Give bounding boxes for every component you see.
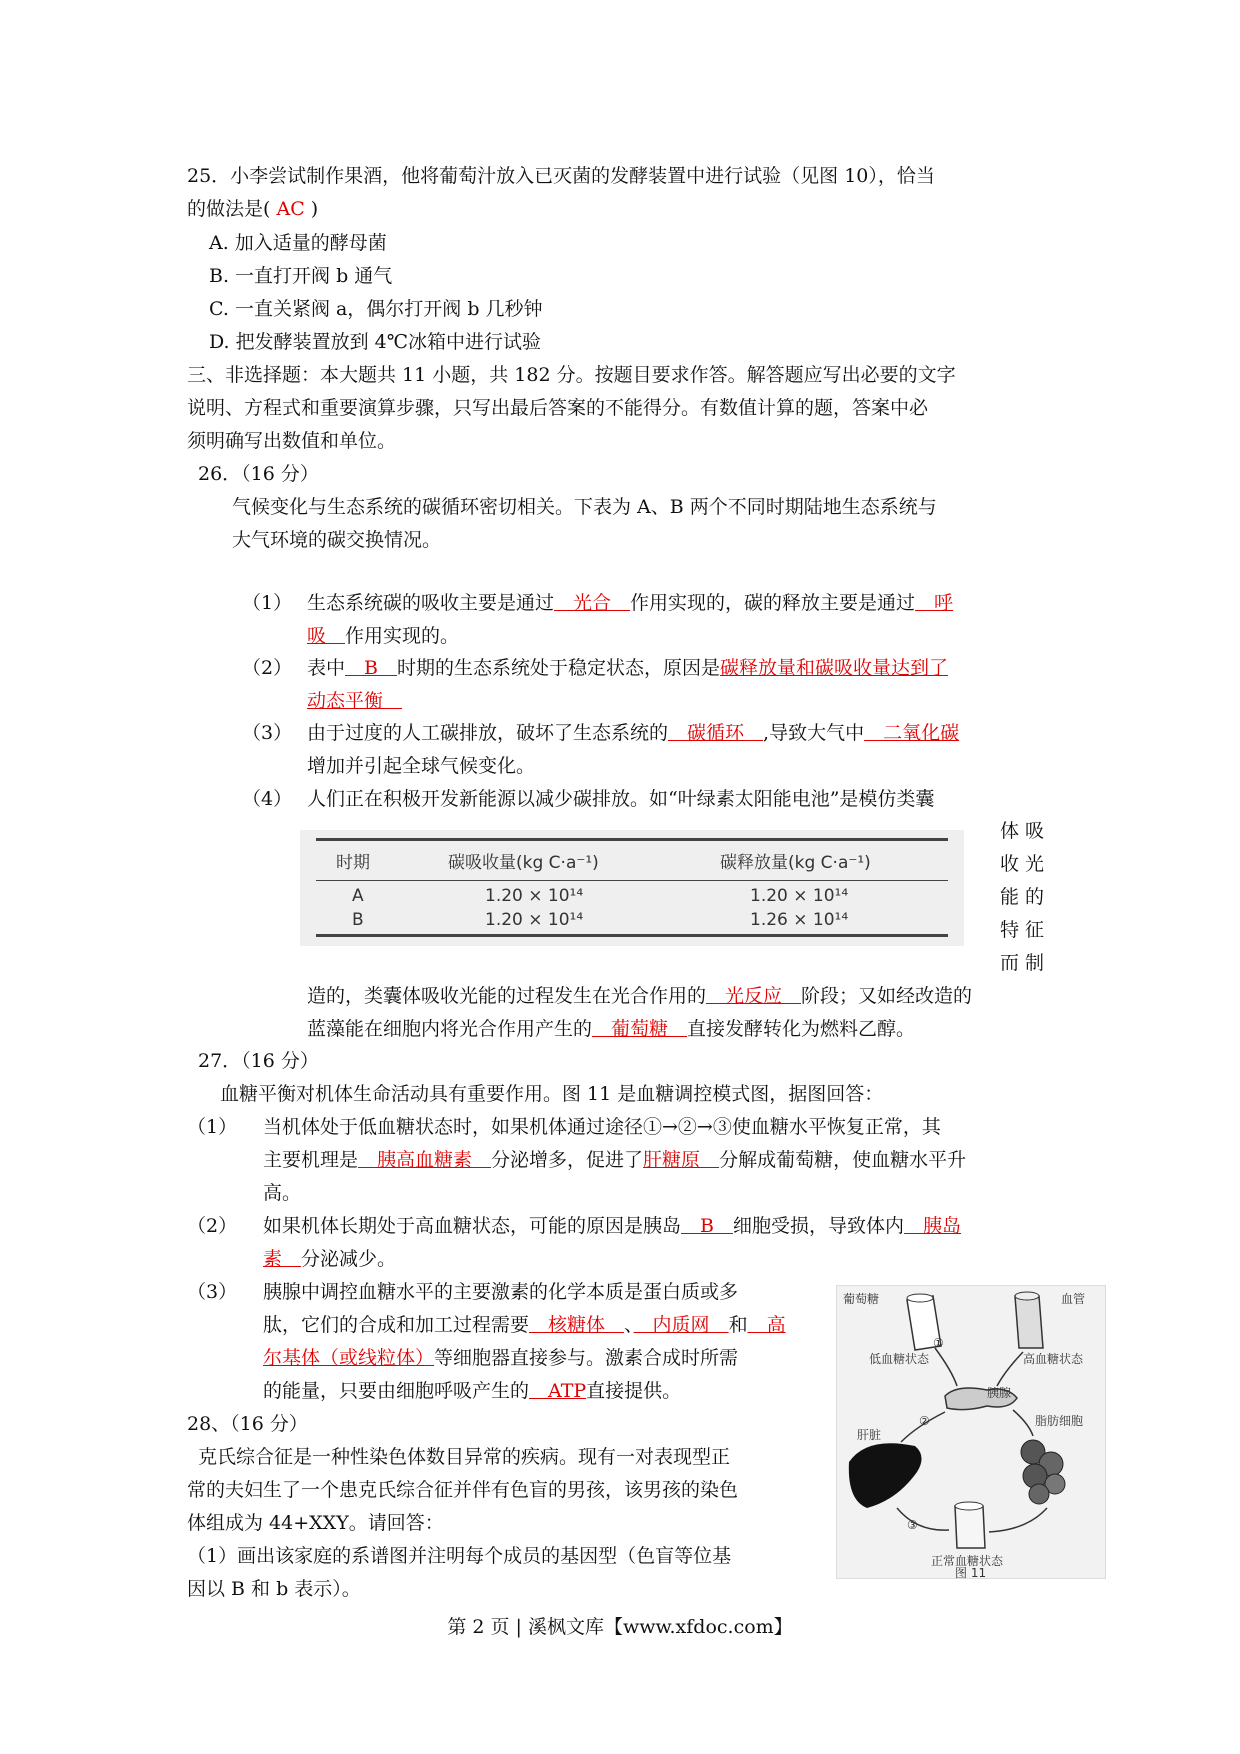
section3-line2: 说明、方程式和重要演算步骤，只写出最后答案的不能得分。有数值计算的题，答案中必 xyxy=(187,397,929,419)
table-top-rule xyxy=(316,838,948,841)
q26-p1-line2 xyxy=(307,620,459,652)
q28-line5: 因以 B 和 b 表示）。 xyxy=(187,1578,361,1600)
liver-icon xyxy=(849,1443,922,1508)
q25-stem-prefix: 的做法是( xyxy=(187,198,271,220)
q26-p1-answer-respiration-b: 吸 xyxy=(307,625,346,647)
q26-p3-text-b: ,导致大气中 xyxy=(763,722,865,744)
q26-p3-answer-co2: 二氧化碳 xyxy=(864,722,960,744)
figure-step-2: ② xyxy=(919,1414,930,1428)
arrow-liver-to-normal xyxy=(897,1508,949,1530)
q28-line3: 体组成为 44+XXY。请回答： xyxy=(187,1512,444,1534)
q27-p3-answer-golgi-b: 尔基体（或线粒体） xyxy=(263,1347,435,1369)
q27-p3-line2 xyxy=(263,1309,786,1341)
q27-p2-text-a: 如果机体长期处于高血糖状态，可能的原因是胰岛 xyxy=(263,1215,682,1237)
q27-intro: 血糖平衡对机体生命活动具有重要作用。图 11 是血糖调控模式图，据图回答： xyxy=(220,1083,884,1105)
q28-line1: 克氏综合征是一种性染色体数目异常的疾病。现有一对表现型正 xyxy=(198,1446,731,1468)
q25-answer: AC xyxy=(276,198,305,220)
q27-heading: 27．（16 分） xyxy=(198,1050,319,1072)
q25-option-c: C. 一直关紧阀 a，偶尔打开阀 b 几秒钟 xyxy=(209,298,543,320)
q27-p2-text-c: 分泌减少。 xyxy=(301,1248,397,1270)
fat-cells-icon xyxy=(1021,1440,1065,1504)
q26-p4-side-5: 而 制 xyxy=(1000,952,1045,974)
arrow-low-to-pancreas xyxy=(935,1348,957,1386)
carbon-exchange-table xyxy=(300,830,964,946)
q26-p2-line1 xyxy=(307,652,948,684)
high-sugar-vessel-icon xyxy=(1015,1292,1043,1348)
figure-label-normal: 正常血糖状态 xyxy=(931,1554,1004,1568)
q26-p1-answer-respiration-a: 呼 xyxy=(915,592,954,614)
q26-p2-line2 xyxy=(307,685,402,717)
q26-p3-answer-carbon-cycle: 碳循环 xyxy=(668,722,764,744)
q26-p1-answer-photosynthesis: 光合 xyxy=(554,592,631,614)
figure-label-high: 高血糖状态 xyxy=(1023,1352,1084,1366)
table-cell-b-release: 1.26 × 10¹⁴ xyxy=(750,910,849,930)
q26-p2-number: （2） xyxy=(242,657,293,679)
q27-p1-line3: 高。 xyxy=(263,1182,302,1204)
figure-caption: 图 11 xyxy=(955,1566,987,1580)
q26-p2-text-b: 时期的生态系统处于稳定状态，原因是 xyxy=(396,657,720,679)
figure-step-1: ① xyxy=(933,1336,944,1350)
q26-p4-text-d: 蓝藻能在细胞内将光合作用产生的 xyxy=(307,1018,593,1040)
q27-p2-number: （2） xyxy=(187,1215,238,1237)
q26-p1-text-b: 作用实现的，碳的释放主要是通过 xyxy=(630,592,916,614)
figure-label-vessel: 血管 xyxy=(1061,1292,1086,1306)
q27-p3-answer-atp: ATP xyxy=(529,1380,587,1402)
q27-p1-text-b: 主要机理是 xyxy=(263,1149,359,1171)
q26-p1-text-c: 作用实现的。 xyxy=(345,625,460,647)
q26-p3-text-a: 由于过度的人工碳排放，破坏了生态系统的 xyxy=(307,722,669,744)
section3-line1: 三、非选择题：本大题共 11 小题，共 182 分。按题目要求作答。解答题应写出必要的文字 xyxy=(187,364,956,386)
q26-p2-answer-period: B xyxy=(345,657,397,679)
q26-p4-number: （4） xyxy=(242,788,293,810)
q25-option-a: A. 加入适量的酵母菌 xyxy=(209,232,387,254)
q27-p3-line3 xyxy=(263,1342,738,1374)
q27-p3-text-f: 的能量，只要由细胞呼吸产生的 xyxy=(263,1380,530,1402)
q27-p3-answer-ribosome: 核糖体 xyxy=(529,1314,625,1336)
table-header-period: 时期 xyxy=(336,853,370,873)
q27-p2-answer-b-cell: B xyxy=(681,1215,733,1237)
q26-p3-number: （3） xyxy=(242,722,293,744)
figure-label-glucose: 葡萄糖 xyxy=(843,1292,880,1306)
q27-p3-line4 xyxy=(263,1375,681,1407)
q26-p4-side-2: 收 光 xyxy=(1000,853,1045,875)
figure-label-fat: 脂肪细胞 xyxy=(1035,1414,1084,1428)
q27-p1-number: （1） xyxy=(187,1116,238,1138)
q26-p1-text-a: 生态系统碳的吸收主要是通过 xyxy=(307,592,555,614)
q26-p4-line1: 人们正在积极开发新能源以减少碳排放。如“叶绿素太阳能电池”是模仿类囊 xyxy=(307,788,935,810)
table-cell-a-absorb: 1.20 × 10¹⁴ xyxy=(485,886,584,906)
page-footer: 第 2 页 | 溪枫文库【www.xfdoc.com】 xyxy=(447,1616,793,1638)
arrow-pancreas-to-fat xyxy=(1013,1410,1033,1436)
q26-p4-text-b: 造的，类囊体吸收光能的过程发生在光合作用的 xyxy=(307,985,707,1007)
q26-p1-number: （1） xyxy=(242,592,293,614)
q26-p4-answer-light-reaction: 光反应 xyxy=(706,985,802,1007)
q27-p3-text-e: 等细胞器直接参与。激素合成时所需 xyxy=(434,1347,739,1369)
q27-p1-text-c: 分泌增多，促进了 xyxy=(491,1149,644,1171)
q27-p3-answer-er: 内质网 xyxy=(633,1314,729,1336)
figure-step-3: ③ xyxy=(907,1518,918,1532)
q27-p3-number: （3） xyxy=(187,1281,238,1303)
table-cell-b-period: B xyxy=(352,910,364,930)
q27-p3-text-g: 直接提供。 xyxy=(586,1380,682,1402)
q27-p3-text-c: 、 xyxy=(624,1314,634,1336)
figure-11-blood-sugar-diagram xyxy=(836,1285,1106,1579)
q27-p1-answer-glucagon: 胰高血糖素 xyxy=(358,1149,492,1171)
q25-option-d: D. 把发酵装置放到 4℃冰箱中进行试验 xyxy=(209,331,542,353)
q28-heading: 28、（16 分） xyxy=(187,1413,308,1435)
q25-option-b: B. 一直打开阀 b 通气 xyxy=(209,265,393,287)
table-header-release: 碳释放量(kg C·a⁻¹) xyxy=(720,853,871,873)
q26-p2-text-a: 表中 xyxy=(307,657,346,679)
q27-p2-answer-insulin-a: 胰岛 xyxy=(904,1215,962,1237)
q27-p1-line2 xyxy=(263,1144,966,1176)
q27-p2-line1 xyxy=(263,1210,961,1242)
q27-p3-answer-golgi-a: 高 xyxy=(747,1314,786,1336)
q26-heading: 26．（16 分） xyxy=(198,463,319,485)
q26-p4-side-4: 特 征 xyxy=(1000,919,1045,941)
table-cell-b-absorb: 1.20 × 10¹⁴ xyxy=(485,910,584,930)
q27-p2-text-b: 细胞受损，导致体内 xyxy=(732,1215,904,1237)
q27-p3-line1: 胰腺中调控血糖水平的主要激素的化学本质是蛋白质或多 xyxy=(263,1281,739,1303)
table-bottom-rule xyxy=(316,934,948,937)
q26-p4-text-e: 直接发酵转化为燃料乙醇。 xyxy=(687,1018,916,1040)
table-header-rule xyxy=(316,880,948,881)
q26-p4-text-c: 阶段；又如经改造的 xyxy=(801,985,973,1007)
table-cell-a-period: A xyxy=(352,886,364,906)
table-header-absorb: 碳吸收量(kg C·a⁻¹) xyxy=(448,853,599,873)
q27-p1-line1: 当机体处于低血糖状态时，如果机体通过途径①→②→③使血糖水平恢复正常，其 xyxy=(263,1116,941,1138)
q26-p4-side-3: 能 的 xyxy=(1000,886,1045,908)
q26-intro-line1: 气候变化与生态系统的碳循环密切相关。下表为 A、B 两个不同时期陆地生态系统与 xyxy=(232,496,937,518)
q26-p4-answer-glucose: 葡萄糖 xyxy=(592,1018,688,1040)
section3-line3: 须明确写出数值和单位。 xyxy=(187,430,397,452)
q27-p2-answer-insulin-b: 素 xyxy=(263,1248,302,1270)
q26-p4-line2 xyxy=(307,980,972,1012)
q27-p1-answer-glycogen: 肝糖原 xyxy=(643,1149,720,1171)
q26-p1-line1 xyxy=(307,587,953,619)
figure-label-pancreas: 胰腺 xyxy=(987,1386,1012,1400)
q26-p4-line3 xyxy=(307,1013,915,1045)
arrow-high-to-pancreas xyxy=(997,1352,1023,1386)
q27-p1-text-d: 分解成葡萄糖，使血糖水平升 xyxy=(719,1149,967,1171)
table-cell-a-release: 1.20 × 10¹⁴ xyxy=(750,886,849,906)
q26-p4-side-1: 体 吸 xyxy=(1000,820,1045,842)
q25-stem-line1: 25．小李尝试制作果酒，他将葡萄汁放入已灭菌的发酵装置中进行试验（见图 10），恰当 xyxy=(187,165,935,187)
figure-label-liver: 肝脏 xyxy=(857,1428,882,1442)
q28-line4: （1）画出该家庭的系谱图并注明每个成员的基因型（色盲等位基 xyxy=(187,1545,732,1567)
q28-line2: 常的夫妇生了一个患克氏综合征并伴有色盲的男孩，该男孩的染色 xyxy=(187,1479,739,1501)
q26-p2-answer-reason-b: 动态平衡 xyxy=(307,690,403,712)
q25-stem-line2 xyxy=(187,193,318,225)
q25-stem-suffix: ) xyxy=(310,198,319,220)
q27-p3-text-d: 和 xyxy=(728,1314,748,1336)
q27-p2-line2 xyxy=(263,1243,396,1275)
q27-p3-text-b: 肽，它们的合成和加工过程需要 xyxy=(263,1314,530,1336)
q26-p2-answer-reason-a: 碳释放量和碳吸收量达到了 xyxy=(720,657,949,679)
q26-p3-line1 xyxy=(307,717,959,749)
normal-sugar-vessel-icon xyxy=(955,1502,985,1548)
figure-label-low: 低血糖状态 xyxy=(869,1352,930,1366)
q26-intro-line2: 大气环境的碳交换情况。 xyxy=(232,529,442,551)
q26-p3-line2: 增加并引起全球气候变化。 xyxy=(307,755,536,777)
arrow-fat-to-normal xyxy=(989,1508,1047,1532)
